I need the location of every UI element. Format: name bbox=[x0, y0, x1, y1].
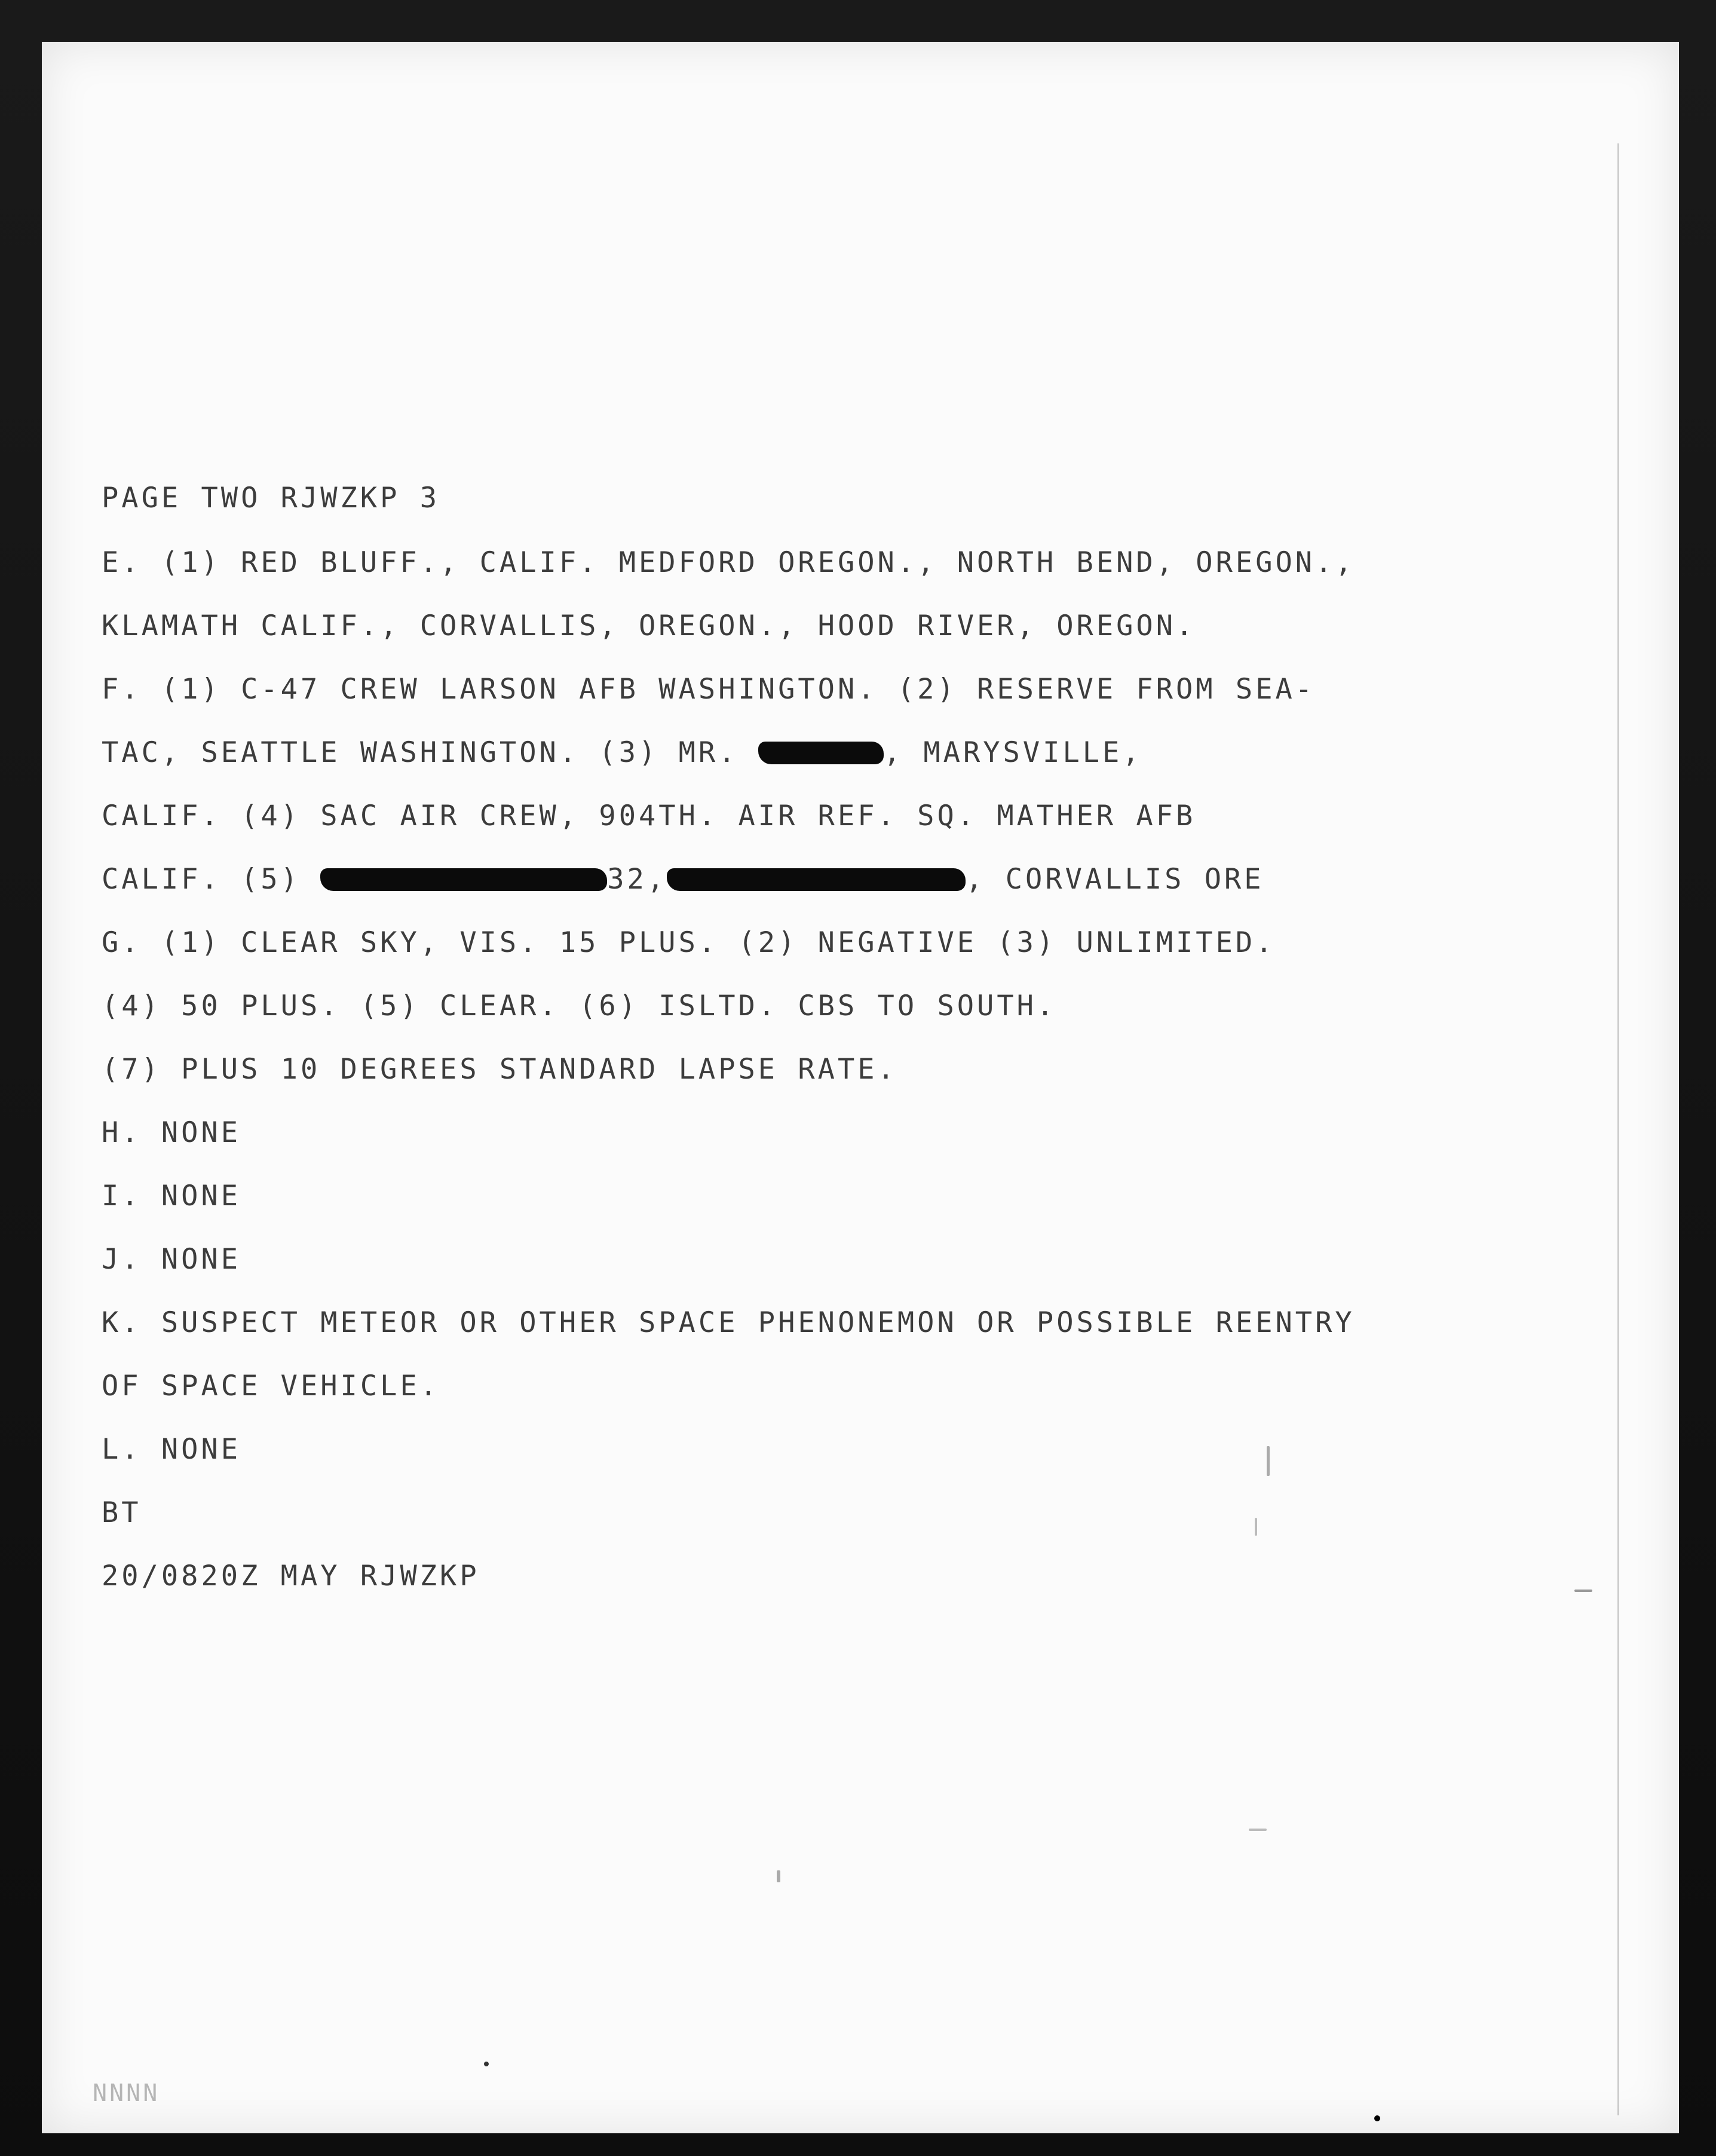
redaction-bar bbox=[667, 868, 966, 891]
item-g-line-3 bbox=[102, 1053, 897, 1086]
dust-speck bbox=[1374, 2115, 1380, 2121]
item-text: NONE bbox=[161, 1116, 241, 1149]
item-label: E. bbox=[102, 546, 142, 579]
item-text: NONE bbox=[161, 1243, 241, 1276]
item-label: L. bbox=[102, 1433, 142, 1466]
closing-bt: BT bbox=[102, 1496, 142, 1529]
page-edge-line bbox=[1617, 143, 1619, 2115]
item-label: I. bbox=[102, 1180, 142, 1212]
item-text-middle: 32, bbox=[607, 863, 667, 896]
item-h bbox=[102, 1116, 241, 1149]
item-text-before-redaction: TAC, SEATTLE WASHINGTON. (3) MR. bbox=[102, 736, 739, 769]
item-text: KLAMATH CALIF., CORVALLIS, OREGON., HOOD RIVER, OREGON. bbox=[102, 610, 1196, 642]
scan-mark bbox=[1574, 1590, 1592, 1592]
redaction-bar bbox=[320, 868, 607, 891]
item-text: SUSPECT METEOR OR OTHER SPACE PHENONEMON OR POSSIBLE REENTRY bbox=[161, 1306, 1355, 1339]
item-f-line-3 bbox=[102, 802, 1196, 830]
item-text: OF SPACE VEHICLE. bbox=[102, 1370, 440, 1402]
item-e-line-2 bbox=[102, 612, 1196, 640]
item-k-line-2 bbox=[102, 1372, 440, 1400]
item-k-line-1 bbox=[102, 1306, 1355, 1339]
item-i bbox=[102, 1182, 241, 1210]
scan-mark bbox=[1249, 1829, 1267, 1831]
document-page bbox=[42, 42, 1679, 2133]
item-label: F. bbox=[102, 673, 142, 706]
item-g-line-2 bbox=[102, 992, 1056, 1020]
item-label: H. bbox=[102, 1116, 142, 1149]
item-g-line-1 bbox=[102, 926, 1276, 959]
scan-mark bbox=[1255, 1518, 1257, 1536]
item-text-after-redaction: , CORVALLIS ORE bbox=[966, 863, 1264, 896]
item-f-line-2 bbox=[102, 736, 1142, 769]
item-text: (7) PLUS 10 DEGREES STANDARD LAPSE RATE. bbox=[102, 1053, 897, 1086]
page-header: PAGE TWO RJWZKP 3 bbox=[102, 482, 440, 514]
item-text-before-redaction: CALIF. (5) bbox=[102, 863, 301, 896]
item-f-line-1 bbox=[102, 673, 1316, 706]
item-label: G. bbox=[102, 926, 142, 959]
item-label: J. bbox=[102, 1243, 142, 1276]
dust-speck bbox=[484, 2062, 489, 2066]
end-of-message-mark: NNNN bbox=[93, 2080, 160, 2107]
item-text: (1) C-47 CREW LARSON AFB WASHINGTON. (2) RESERVE FROM SEA- bbox=[161, 673, 1316, 706]
item-text: (1) RED BLUFF., CALIF. MEDFORD OREGON., NORTH BEND, OREGON., bbox=[161, 546, 1355, 579]
date-time-group: 20/0820Z MAY RJWZKP bbox=[102, 1560, 480, 1592]
item-text-after-redaction: , MARYSVILLE, bbox=[883, 736, 1142, 769]
item-text: NONE bbox=[161, 1433, 241, 1466]
item-text: (4) 50 PLUS. (5) CLEAR. (6) ISLTD. CBS TO SOUTH. bbox=[102, 990, 1057, 1022]
item-text: CALIF. (4) SAC AIR CREW, 904TH. AIR REF. SQ. MATHER AFB bbox=[102, 800, 1196, 832]
scan-mark bbox=[1267, 1446, 1270, 1476]
item-l bbox=[102, 1433, 241, 1466]
item-text: (1) CLEAR SKY, VIS. 15 PLUS. (2) NEGATIVE (3) UNLIMITED. bbox=[161, 926, 1276, 959]
redaction-bar bbox=[758, 742, 884, 764]
item-text: NONE bbox=[161, 1180, 241, 1212]
item-f-line-4 bbox=[102, 863, 1264, 896]
scan-mark bbox=[777, 1870, 780, 1882]
item-j bbox=[102, 1243, 241, 1276]
item-label: K. bbox=[102, 1306, 142, 1339]
item-e-line-1 bbox=[102, 546, 1355, 579]
